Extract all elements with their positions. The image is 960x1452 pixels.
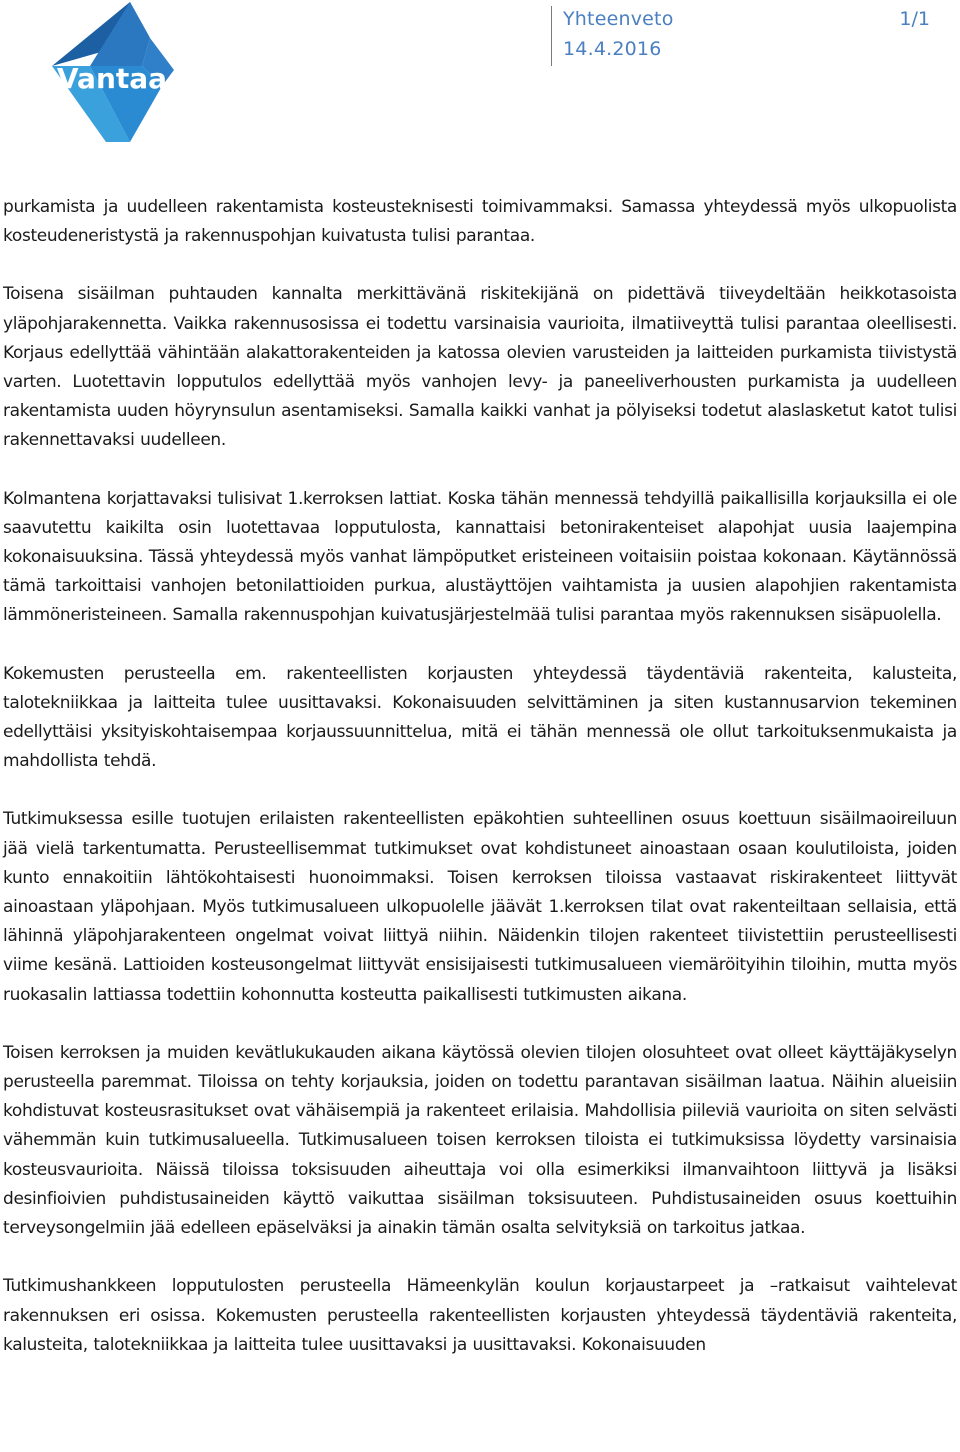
paragraph: Toisena sisäilman puhtauden kannalta merkittävänä riskitekijänä on pidettävä tiiveydeltään heikkotasoista yläpohjarakennetta. Vaikka rakennusosissa ei todettu varsinaisia vaurioita, ilmatiiveyttä tulisi parantaa oleellisesti. Korjaus edellyttää vähintään alakattorakenteiden ja katossa olevien varusteiden ja laitteiden purkamista tiivistystä varten. Luotettavin lopputulos edellyttää myös vanhojen levy- ja paneeliverhousten purkamista ja uudelleen rakentamista uuden höyrynsulun asentamiseksi. Samalla kaikki vanhat ja pölyiseksi todetut alaslasketut katot tulisi rakennettavaksi uudelleen. xyxy=(3,284,957,451)
document-date: 14.4.2016 xyxy=(563,38,662,60)
header-divider xyxy=(551,6,552,66)
document-title: Yhteenveto xyxy=(563,8,674,30)
paragraph: purkamista ja uudelleen rakentamista kosteusteknisesti toimivammaksi. Samassa yhteydessä myös ulkopuolista kosteudeneristystä ja rakennuspohjan kuivatusta tulisi parantaa. xyxy=(3,197,957,247)
paragraph: Tutkimushankkeen lopputulosten perusteella Hämeenkylän koulun korjaustarpeet ja –ratkaisut vaihtelevat rakennuksen eri osissa. Kokemusten perusteella rakenteellisten korjausten yhteydessä täydentäviä rakenteita, kalusteita, talotekniikkaa ja laitteita tulee uusittavaksi ja uusittavaksi. Kokonaisuuden xyxy=(3,1276,957,1355)
document-body xyxy=(3,193,957,1389)
paragraph: Kolmantena korjattavaksi tulisivat 1.kerroksen lattiat. Koska tähän mennessä tehdyillä paikallisilla korjauksilla ei ole saavutettu kaikilta osin luotettavaa lopputulosta, kannattaisi betonirakenteiset alapohjat uusia laajempina kokonaisuuksina. Tässä yhteydessä myös vanhat lämpöputket eristeineen voitaisiin poistaa kokonaan. Käytännössä tämä tarkoittaisi vanhojen betonilattioiden purkua, alustäyttöjen vaihtamista ja uusien alapohjien rakentamista lämmöneristeineen. Samalla rakennuspohjan kuivatusjärjestelmää tulisi parantaa myös rakennuksen sisäpuolella. xyxy=(3,488,957,626)
vantaa-logo xyxy=(46,0,176,150)
paragraph: Kokemusten perusteella em. rakenteellisten korjausten yhteydessä täydentäviä rakenteita, kalusteita, talotekniikkaa ja laitteita tulee uusittavaksi. Kokonaisuuden selvittäminen ja siten kustannusarvion tekeminen edellyttäisi yksityiskohtaisempaa korjaussuunnittelua, mitä ei tähän mennessä ole ollut tarkoituksenmukaista ja mahdollista tehdä. xyxy=(3,663,957,772)
paragraph: Toisen kerroksen ja muiden kevätlukukauden aikana käytössä olevien tilojen olosuhteet ovat olleet käyttäjäkyselyn perusteella paremmat. Tiloissa on tehty korjauksia, joiden on todettu parantavan sisäilman laatua. Näihin alueisiin kohdistuvat kosteusrasitukset ovat vähäisempiä ja rakenteet erilaisia. Mahdollisia piileviä vaurioita on siten selvästi vähemmän kuin tutkimusalueella. Tutkimusalueen toisen kerroksen tiloista ei tutkimuksissa löydetty varsinaisia kosteusvaurioita. Näissä tiloissa toksisuuden aiheuttaja voi olla esimerkiksi ilmanvaihtoon liittyvä ja lisäksi desinfioivien puhdistusaineiden käyttö vaikuttaa sisäilman toksisuuteen. Puhdistusaineiden osuus koettuihin terveysongelmiin jää edelleen epäselväksi ja ainakin tämän osalta selvityksiä on tarkoitus jatkaa. xyxy=(3,1042,957,1239)
logo-wordmark: Vantaa xyxy=(56,62,168,95)
paragraph: Tutkimuksessa esille tuotujen erilaisten rakenteellisten epäkohtien suhteellinen osuus koettuun sisäilmaoireiluun jää vielä tarkentumatta. Perusteellisemmat tutkimukset ovat kohdistuneet ainoastaan osaan koulutiloista, joiden kunto ennakoitiin lähtökohtaisesti huonoimmaksi. Toisen kerroksen tiloissa vastaavat riskirakenteet liittyvät ainoastaan yläpohjaan. Myös tutkimusalueen ulkopuolelle jäävät 1.kerroksen tilat ovat rakenteiltaan sellaisia, että lähinnä yläpohjarakenteen ongelmat voivat liittyä niihin. Näidenkin tilojen rakenteet tiivistettiin perusteellisesti viime kesänä. Lattioiden kosteusongelmat liittyvät ensisijaisesti tutkimusalueen viemäröityihin tiloihin, mutta myös ruokasalin lattiassa todettiin kohonnutta kosteutta paikallisesti tutkimusten aikana. xyxy=(3,809,957,1005)
page-number: 1/1 xyxy=(899,8,930,30)
